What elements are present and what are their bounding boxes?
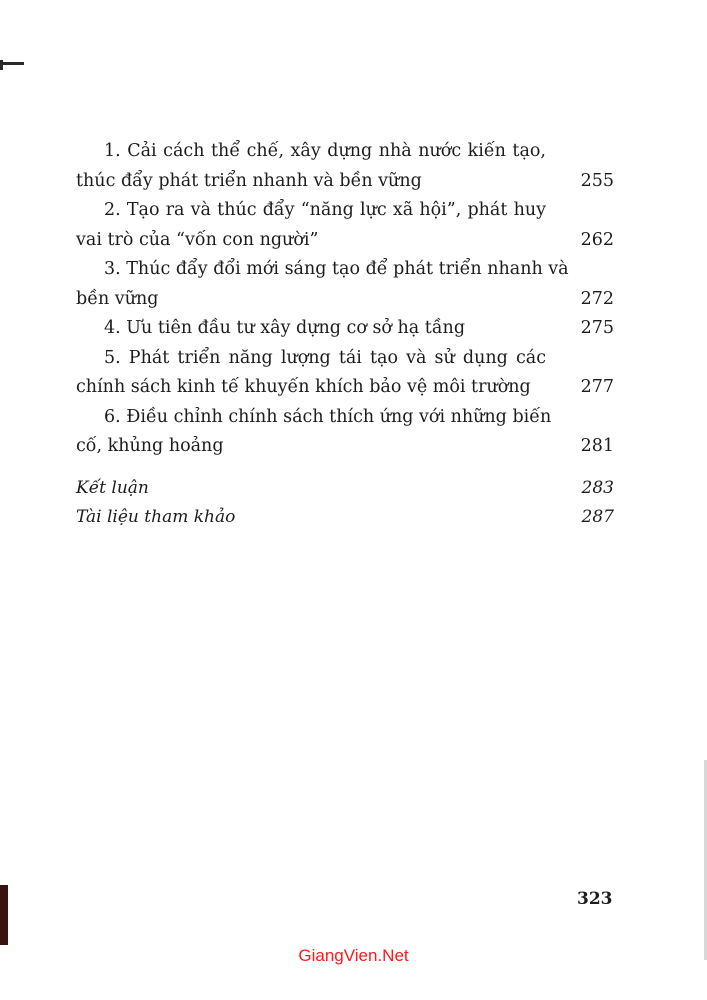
toc-entry-4[interactable]	[76, 314, 614, 344]
toc-entry-2[interactable]	[76, 196, 614, 255]
toc-entry-title: Kết luận	[76, 477, 149, 498]
toc-page-number: 277	[580, 377, 614, 397]
toc-page-number: 255	[580, 170, 614, 191]
scan-edge-shadow	[0, 885, 8, 945]
toc-page-number: 272	[580, 288, 614, 309]
toc-entry-title-line1: 3. Thúc đẩy đổi mới sáng tạo để phát triển nhanh và	[104, 259, 569, 279]
toc-entry-conclusion[interactable]	[76, 474, 614, 504]
toc-entry-title: Tài liệu tham khảo	[76, 507, 236, 527]
toc-page-number: 287	[581, 507, 614, 527]
toc-entry-3[interactable]	[76, 255, 614, 314]
toc-entry-title-line2: bền vững	[76, 288, 159, 309]
toc-entry-references[interactable]	[76, 503, 614, 533]
toc-entry-title-line1: 5. Phát triển năng lượng tái tạo và sử dụng các	[104, 347, 546, 368]
toc-entry-5[interactable]	[76, 344, 614, 403]
crop-mark-vertical	[0, 60, 3, 70]
toc-entry-title-line2: chính sách kinh tế khuyến khích bảo vệ môi trường	[76, 377, 531, 397]
toc-entry-title-line1: 2. Tạo ra và thúc đẩy “năng lực xã hội”, phát huy	[104, 200, 546, 220]
toc-page-number: 262	[580, 229, 614, 250]
crop-mark	[0, 62, 24, 65]
toc-entry-title-line1: 1. Cải cách thể chế, xây dựng nhà nước kiến tạo,	[104, 141, 546, 161]
toc-entry-1[interactable]	[76, 137, 614, 196]
toc-page-number: 281	[580, 436, 614, 456]
toc-page-number: 275	[580, 318, 614, 338]
toc-page-number: 283	[581, 477, 614, 498]
section-gap	[76, 462, 614, 474]
toc-entry-6[interactable]	[76, 403, 614, 462]
watermark: GiangVien.Net	[298, 946, 409, 965]
toc-entry-title-line2: vai trò của “vốn con người”	[76, 229, 319, 250]
toc-entry-title-line2: cố, khủng hoảng	[76, 436, 224, 456]
toc-entry-title-line2: thúc đẩy phát triển nhanh và bền vững	[76, 170, 422, 191]
table-of-contents	[76, 137, 614, 533]
page-number: 323	[577, 889, 613, 909]
toc-entry-title-line1: 4. Ưu tiên đầu tư xây dựng cơ sở hạ tầng	[104, 318, 466, 338]
toc-entry-title-line1: 6. Điều chỉnh chính sách thích ứng với những biến	[104, 406, 552, 427]
